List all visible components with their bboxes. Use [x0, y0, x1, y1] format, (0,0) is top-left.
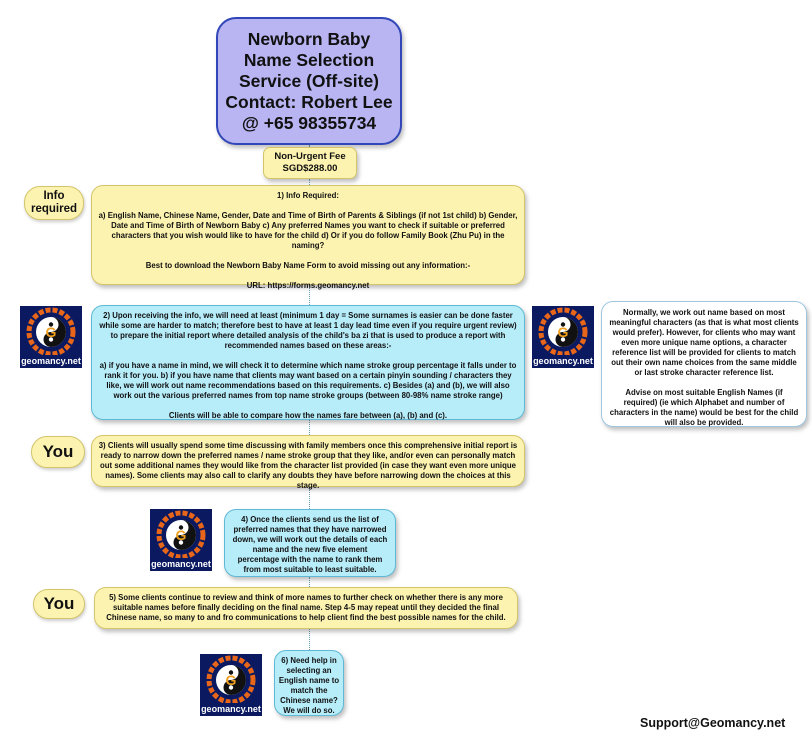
- svg-text:G: G: [225, 672, 237, 688]
- logo-text: geomancy.net: [151, 559, 211, 569]
- fee-amount: SGD$288.00: [282, 163, 338, 174]
- geomancy-logo: [532, 306, 594, 368]
- yin-yang-icon: [150, 509, 212, 571]
- step2-body: a) if you have a name in mind, we will check it to determine which name stroke group percentage it falls under to rank it for you. b) if you have name that clients may want based on a certain pinyin sounding / characters they like, we will work out name recommendations based on this requirements. c) Besides (a) and (b), we will also work out the various preferred names from top name stroke groups (between 80-98% name stroke range): [99, 361, 517, 400]
- yin-yang-icon: [532, 306, 594, 368]
- step1-box: [91, 185, 525, 290]
- svg-text:G: G: [557, 324, 569, 340]
- step3-box: [91, 435, 525, 490]
- svg-text:G: G: [45, 324, 57, 340]
- logo-text: geomancy.net: [533, 356, 593, 366]
- support-email[interactable]: Support@Geomancy.net: [640, 716, 786, 730]
- fee-label: Non-Urgent Fee: [274, 151, 346, 162]
- title-line: Contact: Robert Lee: [225, 92, 393, 112]
- logo-text: geomancy.net: [21, 356, 81, 366]
- step2-compare: Clients will be able to compare how the names fare between (a), (b) and (c).: [168, 411, 448, 420]
- step1-body: a) English Name, Chinese Name, Gender, Date and Time of Birth of Parents & Siblings (if not 1st child) b) Gender, Date and Time of Birth of Newborn Baby c) Any preferred Names you want to check if suitable or preferred characters that you wish would like to have for the child d) Or if you do follow Family Book (Zhu Pu) in the naming?: [98, 211, 518, 250]
- step4-text: 4) Once the clients send us the list of preferred names that they have narrowed down, we will work out the details of each name and the new five element percentage with the name to rank them from most suitable to least suitable.: [232, 515, 388, 574]
- svg-text:G: G: [175, 527, 187, 543]
- info-required-label: Info required: [24, 186, 84, 220]
- yin-yang-icon: [200, 654, 262, 716]
- title-line: Name Selection: [243, 50, 375, 70]
- you-label: You: [33, 589, 85, 619]
- connector: [309, 629, 310, 650]
- side-note-box: [601, 301, 807, 427]
- geomancy-logo: [200, 654, 262, 716]
- fee-box: [263, 147, 357, 179]
- connector: [309, 420, 310, 435]
- step5-box: [94, 587, 518, 629]
- note-para1: Normally, we work out name based on most meaningful characters (as that is what most clients would prefer). However, for clients who may want even more unique name options, a character reference list will be provided for clients to match out their own name choices from the same middle or last stroke character reference list.: [609, 308, 799, 377]
- title-line: Newborn Baby: [247, 29, 371, 49]
- connector: [309, 577, 310, 587]
- step6-box: [274, 650, 344, 716]
- step1-download: Best to download the Newborn Baby Name Form to avoid missing out any information:-: [145, 261, 471, 270]
- step5-text: 5) Some clients continue to review and think of more names to further check on whether there is any more suitable names before finally deciding on the final name. Step 4-5 may repeat until they decided the final Chinese name, so many to and fro communications to help client find the best possible names for the child.: [106, 593, 506, 622]
- step4-box: [224, 509, 396, 577]
- step2-box: [91, 305, 525, 420]
- service-title-box: [216, 17, 402, 145]
- logo-text: geomancy.net: [201, 704, 261, 714]
- geomancy-logo: [150, 509, 212, 571]
- note-para2: Advise on most suitable English Names (if required) (ie which Alphabet and number of characters in the name) would be best for the child will also be provided.: [609, 388, 799, 427]
- geomancy-logo: [20, 306, 82, 368]
- title-line: @ +65 98355734: [241, 113, 377, 133]
- title-line: Service (Off-site): [238, 71, 380, 91]
- step6-text: 6) Need help in selecting an English name to match the Chinese name? We will do so.: [278, 656, 340, 715]
- step2-intro: 2) Upon receiving the info, we will need at least (minimum 1 day = Some surnames is easier can be done faster while some are harder to match; therefore best to have at least 1 day lead time even if you require urgent review) to prepare the initial report where detailed analysis of the child's ba zi that is used to produce a report with recommended names based on these areas:-: [99, 311, 517, 350]
- step1-heading: 1) Info Required:: [277, 191, 339, 200]
- yin-yang-icon: [20, 306, 82, 368]
- you-label: You: [31, 436, 85, 468]
- step1-url[interactable]: URL: https://forms.geomancy.net: [246, 281, 370, 290]
- step3-text: 3) Clients will usually spend some time discussing with family members once this comprehensive initial report is ready to narrow down the preferred names / name stroke group that they like, and/or even can personally match out some additional names they would like from the character list provided (in case they want even more unique names). Some clients may also call to clarify any doubts they have before narrowing down the choices at this stage.: [98, 441, 518, 490]
